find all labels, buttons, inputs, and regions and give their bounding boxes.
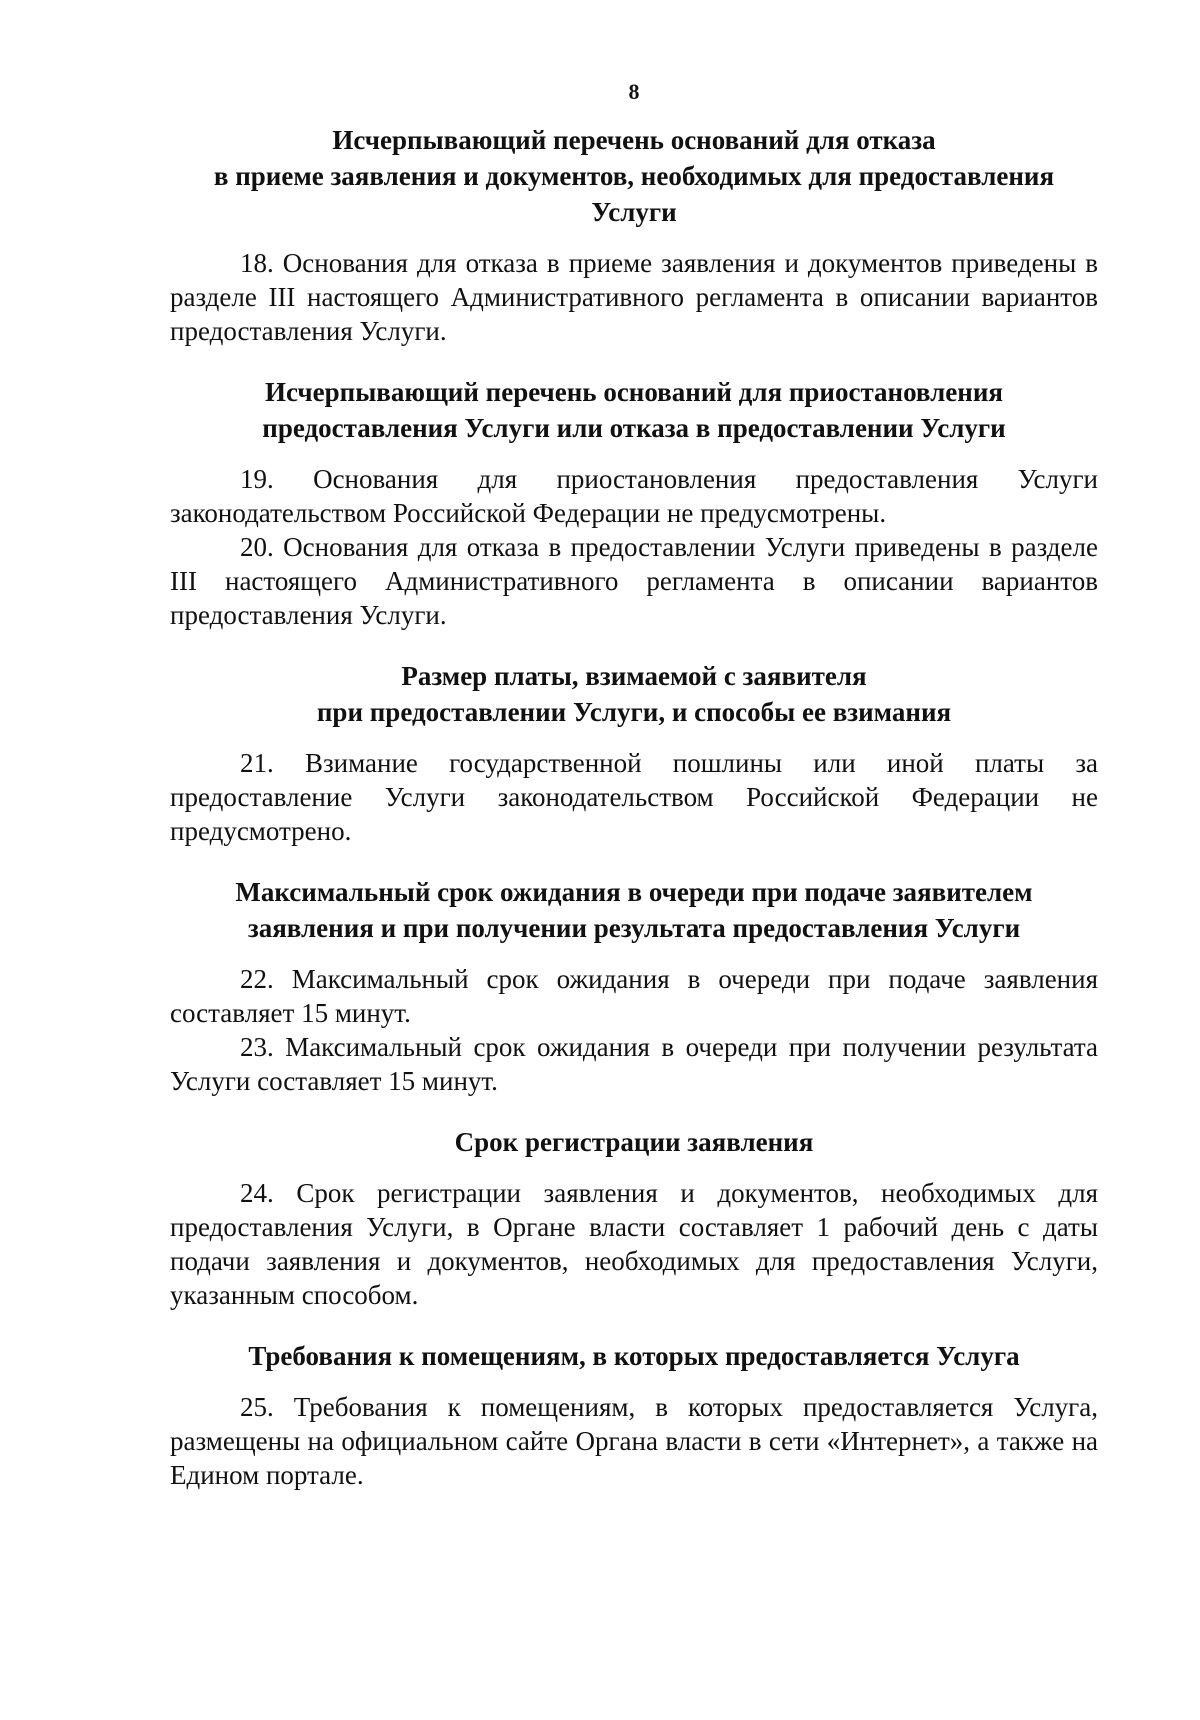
section-premises bbox=[170, 1338, 1098, 1492]
section-refusal-acceptance bbox=[170, 122, 1098, 348]
paragraph-19: 19. Основания для приостановления предоставления Услуги законодательством Российской Федерации не предусмотрены. bbox=[170, 464, 1098, 528]
section-fee bbox=[170, 658, 1098, 848]
paragraph-20: 20. Основания для отказа в предоставлении Услуги приведены в разделе III настоящего Административного регламента в описании вариантов предоставления Услуги. bbox=[170, 532, 1098, 630]
heading-line: Размер платы, взимаемой с заявителя bbox=[401, 661, 867, 691]
heading-line: заявления и при получении результата предоставления Услуги bbox=[247, 913, 1021, 943]
section-suspension-refusal bbox=[170, 374, 1098, 632]
heading-line: при предоставлении Услуги, и способы ее взимания bbox=[316, 697, 952, 727]
paragraph-25: 25. Требования к помещениям, в которых предоставляется Услуга, размещены на официальном сайте Органа власти в сети «Интернет», а также на Едином портале. bbox=[170, 1392, 1098, 1490]
section-queue-time bbox=[170, 874, 1098, 1098]
section-heading bbox=[170, 874, 1098, 946]
document-page bbox=[170, 78, 1098, 1492]
heading-line: Срок регистрации заявления bbox=[454, 1127, 814, 1157]
heading-line: Исчерпывающий перечень оснований для приостановления bbox=[264, 377, 1004, 407]
paragraph-21: 21. Взимание государственной пошлины или иной платы за предоставление Услуги законодательством Российской Федерации не предусмотрено. bbox=[170, 748, 1098, 846]
heading-line: в приеме заявления и документов, необходимых для предоставления bbox=[213, 161, 1055, 191]
heading-line: предоставления Услуги или отказа в предоставлении Услуги bbox=[262, 413, 1006, 443]
section-heading bbox=[170, 1338, 1098, 1374]
section-heading bbox=[170, 374, 1098, 446]
paragraph-23: 23. Максимальный срок ожидания в очереди при получении результата Услуги составляет 15 минут. bbox=[170, 1032, 1098, 1096]
page-number: 8 bbox=[628, 79, 640, 104]
heading-line: Услуги bbox=[591, 197, 677, 227]
section-heading bbox=[170, 1124, 1098, 1160]
paragraph-18: 18. Основания для отказа в приеме заявления и документов приведены в разделе III настоящего Административного регламента в описании вариантов предоставления Услуги. bbox=[170, 248, 1098, 346]
paragraph-24: 24. Срок регистрации заявления и документов, необходимых для предоставления Услуги, в Органе власти составляет 1 рабочий день с даты подачи заявления и документов, необходимых для предоставления Услуги, указанным способом. bbox=[170, 1178, 1098, 1310]
heading-line: Требования к помещениям, в которых предоставляется Услуга bbox=[248, 1341, 1020, 1371]
heading-line: Исчерпывающий перечень оснований для отказа bbox=[332, 125, 936, 155]
paragraph-22: 22. Максимальный срок ожидания в очереди при подаче заявления составляет 15 минут. bbox=[170, 964, 1098, 1028]
section-heading bbox=[170, 658, 1098, 730]
section-heading bbox=[170, 122, 1098, 230]
section-registration-time bbox=[170, 1124, 1098, 1312]
heading-line: Максимальный срок ожидания в очереди при подаче заявителем bbox=[235, 877, 1033, 907]
